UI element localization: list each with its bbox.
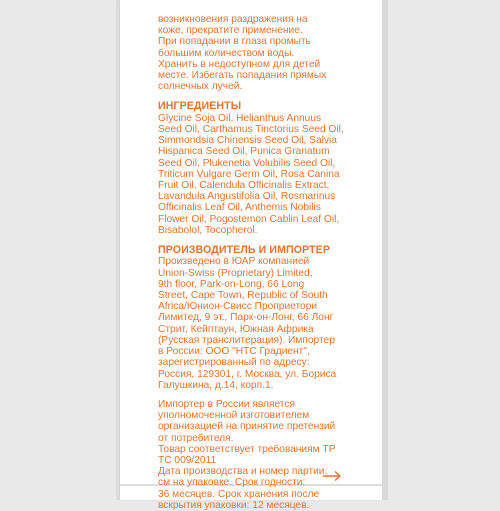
package-text bbox=[158, 14, 368, 511]
warnings-text: возникновения раздражения на коже, прекратите применение. При попадании в глаза промыть большим количеством воды. Хранить в недоступном для детей месте. Избегать попадания прямых солнечных лучей. bbox=[158, 14, 327, 93]
box-right-edge bbox=[382, 0, 388, 500]
ingredients-heading: ИНГРЕДИЕНТЫ bbox=[158, 100, 242, 113]
ingredients-text: Glycine Soja Oil, Helianthus Annuus Seed Oil, Carthamus Tinctorius Seed Oil, Simmondsia Chinensis Seed Oil, Salvia Hispanica Seed Oil, Punica Granatum Seed Oil, Plukenetia Volubilis Seed Oil, Triticum Vulgare Germ Oil, Rosa Canina Fruit Oil, Calendula Officinalis Extract, Lavandula Angustifolia Oil, Rosmarinus Officinalis Leaf Oil, Anthemis Nobilis Flower Oil, Pogostemon Cablin Leaf Oil, Bisabolol, Tocopherol. bbox=[158, 112, 344, 236]
manufacturer-heading: ПРОИЗВОДИТЕЛЬ И ИМПОРТЕР bbox=[158, 244, 330, 257]
importer-text: Импортер в России является уполномоченной изготовителем организацией на принятие претензий от потребителя. Товар соответствует требованиям ТР ТС 009/2011 Дата производства и номер партии: см на упаковке. Срок годности: 36 месяцев. Срок хранения после вскрытия упаковки: 12 месяцев. bbox=[158, 398, 336, 511]
arrow-right-icon bbox=[322, 470, 342, 482]
manufacturer-text: Произведено в ЮАР компанией Union-Swiss (Proprietary) Limited, 9th floor, Park-on-Long, 66 Long Street, Cape Town, Republic of South Africa/Юнион-Свисс Проприетори Лимитед, 9 эт., Парк-он-Лонг, 66 Лонг Стрит, Кейптаун, Южная Африка (Русская транслитерация). Импортер в России: ООО "НТС Градиент", зарегистрированный по адресу: Россия, 129301, г. Москва, ул. Бориса Галушкина, д.14, корп.1. bbox=[158, 256, 337, 391]
